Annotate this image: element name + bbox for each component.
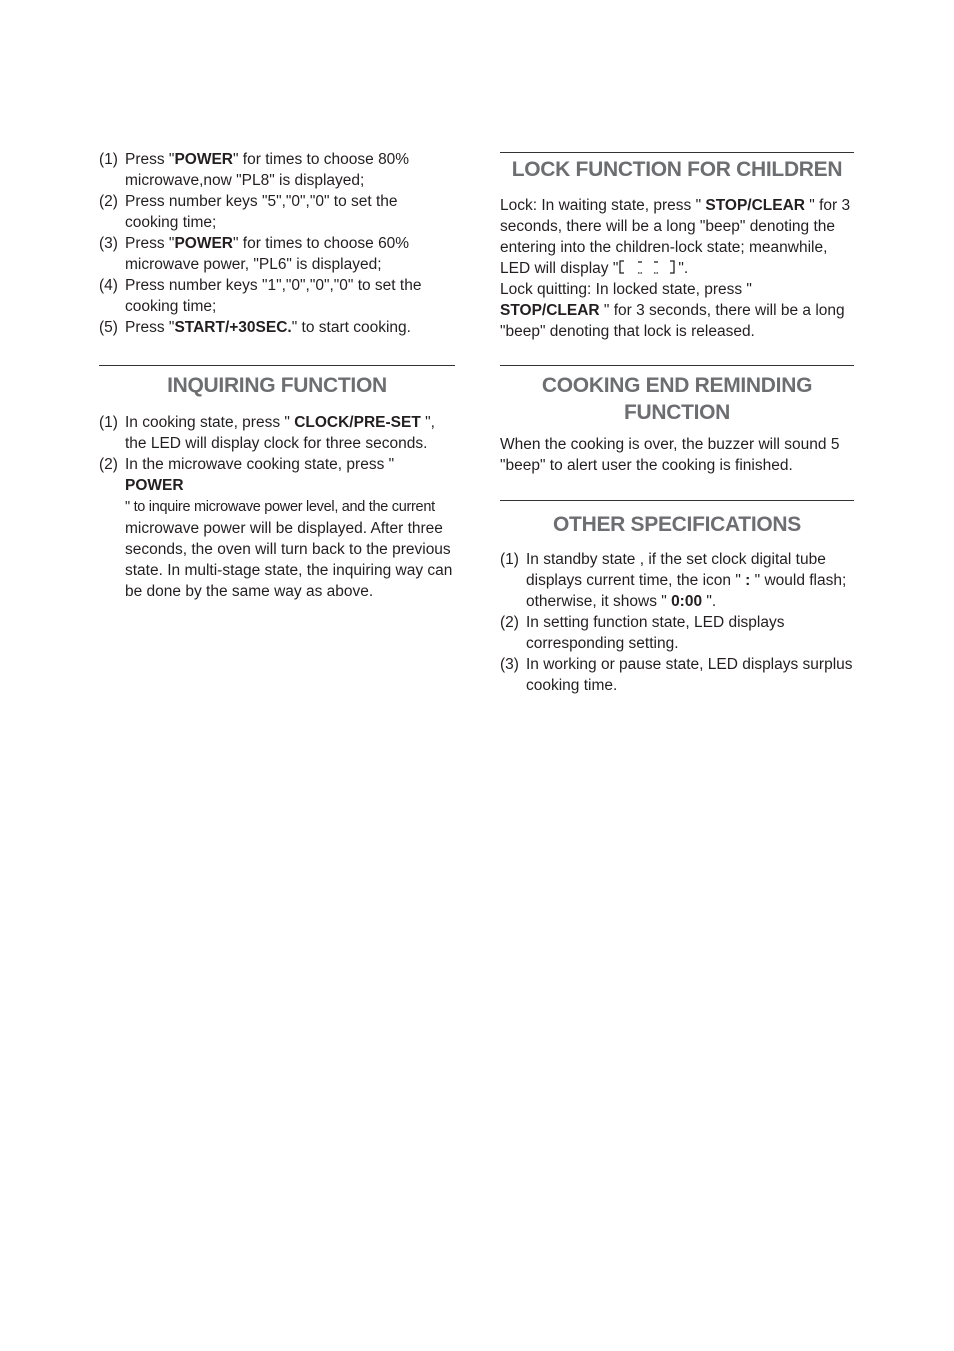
list-item bbox=[99, 233, 455, 275]
list-item bbox=[500, 654, 854, 696]
list-item bbox=[99, 317, 455, 338]
item-number: (3) bbox=[500, 656, 519, 673]
child-lock-display-icon bbox=[618, 260, 678, 274]
title-line: COOKING END REMINDING bbox=[541, 374, 813, 397]
item-text: In working or pause state, LED displays surplus cooking time. bbox=[526, 656, 853, 694]
title-line: FUNCTION bbox=[623, 401, 731, 424]
section-divider bbox=[99, 365, 455, 366]
list-item bbox=[99, 149, 455, 191]
key-label: STOP/CLEAR bbox=[705, 197, 805, 214]
item-text: In cooking state, press " bbox=[125, 414, 295, 431]
item-text: Press number keys "1","0","0","0" to set the cooking time; bbox=[125, 277, 422, 315]
paragraph-text: " for 3 seconds, there will be a long "beep" denoting that lock is released. bbox=[500, 302, 845, 340]
section-title-inquiring: INQUIRING FUNCTION bbox=[167, 374, 387, 397]
item-text: ", the LED will display clock for three seconds. bbox=[125, 414, 435, 452]
paragraph-text: Lock: In waiting state, press " bbox=[500, 197, 706, 214]
key-label: CLOCK/PRE-SET bbox=[294, 414, 421, 431]
item-number: (2) bbox=[99, 193, 118, 210]
item-number: (1) bbox=[500, 551, 519, 568]
item-number: (4) bbox=[99, 277, 118, 294]
section-title-lock: LOCK FUNCTION FOR CHILDREN bbox=[511, 158, 843, 181]
item-number: (1) bbox=[99, 151, 118, 168]
key-label: : bbox=[745, 572, 751, 589]
item-text: Press " bbox=[125, 235, 175, 252]
item-text: In standby state , if the set clock digital tube displays current time, the icon " bbox=[526, 551, 826, 589]
key-label: POWER bbox=[125, 477, 184, 494]
key-label: 0:00 bbox=[671, 593, 703, 610]
cooking-end-text: When the cooking is over, the buzzer will sound 5 "beep" to alert user the cooking is finished. bbox=[500, 436, 840, 474]
list-item bbox=[99, 412, 455, 454]
item-text: " for times to choose 60% microwave power, "PL6" is displayed; bbox=[125, 235, 410, 273]
cooking-steps-list bbox=[99, 149, 455, 338]
list-item bbox=[500, 612, 854, 654]
list-item bbox=[99, 191, 455, 233]
section-title-other: OTHER SPECIFICATIONS bbox=[553, 513, 801, 536]
inquiring-list bbox=[99, 412, 455, 602]
item-text: microwave power will be displayed. After three seconds, the oven will turn back to the previous state. In multi-stage state, the inquiring way can be done by the same way as above. bbox=[125, 520, 453, 600]
item-text: " for times to choose 80% microwave,now "PL8" is displayed; bbox=[125, 151, 410, 189]
item-text: ". bbox=[702, 593, 717, 610]
item-text: " to start cooking. bbox=[291, 319, 411, 336]
list-item bbox=[99, 275, 455, 317]
item-text: Press number keys "5","0","0" to set the cooking time; bbox=[125, 193, 398, 231]
item-number: (2) bbox=[99, 456, 118, 473]
item-text: Press " bbox=[125, 319, 175, 336]
item-text: " to inquire microwave power level, and the current bbox=[125, 499, 435, 515]
item-number: (2) bbox=[500, 614, 519, 631]
section-divider bbox=[500, 500, 854, 501]
lock-description bbox=[500, 195, 854, 342]
item-number: (1) bbox=[99, 414, 118, 431]
item-text: In setting function state, LED displays corresponding setting. bbox=[526, 614, 785, 652]
paragraph-text: ". bbox=[678, 260, 689, 277]
list-item bbox=[99, 454, 455, 602]
unlock-paragraph bbox=[500, 279, 854, 342]
key-label: START/+30SEC. bbox=[174, 319, 292, 336]
key-label: POWER bbox=[174, 151, 233, 168]
paragraph-text: " for 3 seconds, there will be a long "beep" denoting the entering into the children-lock state; meanwhile, LED will display " bbox=[500, 197, 851, 277]
key-label: STOP/CLEAR bbox=[500, 302, 600, 319]
item-number: (3) bbox=[99, 235, 118, 252]
list-item bbox=[500, 549, 854, 612]
item-text: Press " bbox=[125, 151, 175, 168]
item-number: (5) bbox=[99, 319, 118, 336]
other-specs-list bbox=[500, 549, 854, 696]
section-title-cooking-end bbox=[500, 372, 854, 426]
key-label: POWER bbox=[174, 235, 233, 252]
item-text: In the microwave cooking state, press " bbox=[125, 456, 395, 473]
section-divider bbox=[500, 152, 854, 153]
item-text: " would flash; otherwise, it shows " bbox=[526, 572, 847, 610]
lock-paragraph bbox=[500, 195, 854, 279]
paragraph-text: Lock quitting: In locked state, press " bbox=[500, 281, 752, 298]
section-divider bbox=[500, 365, 854, 366]
